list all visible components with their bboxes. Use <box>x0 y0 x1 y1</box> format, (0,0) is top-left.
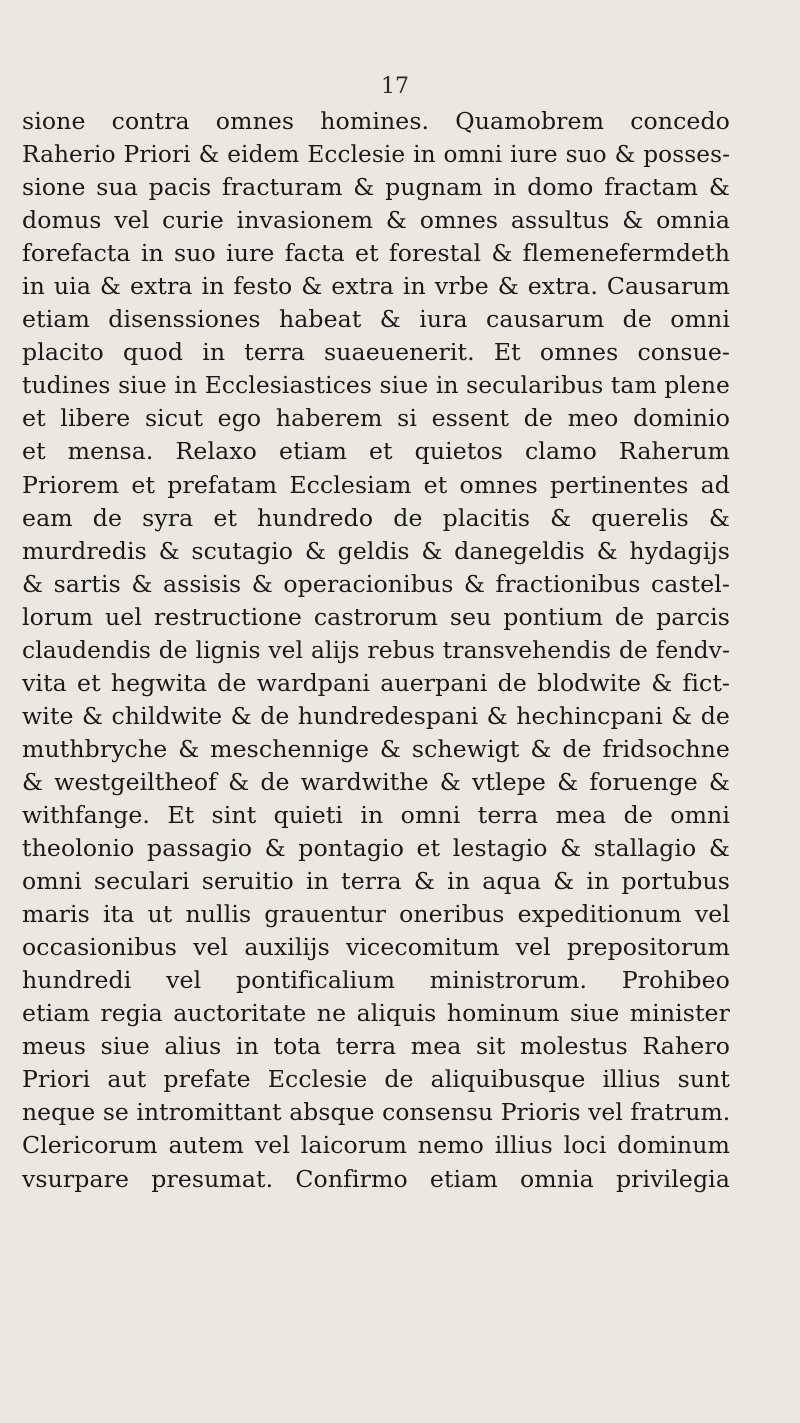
text-line-10: et libere sicut ego haberem si essent de meo dominio <box>22 404 730 433</box>
text-line-7: etiam disenssiones habeat & iura causarum de omni <box>22 305 730 334</box>
text-line-18: vita et hegwita de wardpani auerpani de blodwite & fict- <box>22 668 730 697</box>
text-line-19: wite & childwite & de hundredespani & hechincpani & de <box>22 701 730 730</box>
text-line-2: Raherio Priori & eidem Ecclesie in omni iure suo & posses- <box>22 141 730 169</box>
text-line-22: withfange. Et sint quieti in omni terra mea de omni <box>22 800 730 829</box>
text-line-23: theolonio passagio & pontagio et lestagio & stallagio & <box>22 834 730 863</box>
text-line-25: maris ita ut nullis grauentur oneribus expeditionum vel <box>22 900 730 929</box>
text-line-8: placito quod in terra suaeuenerit. Et omnes consue- <box>22 338 730 367</box>
text-line-5: forefacta in suo iure facta et forestal & flemenefermdeth <box>22 239 730 268</box>
text-line-20: muthbryche & meschennige & schewigt & de fridsochne <box>22 734 730 763</box>
text-line-27: hundredi vel pontificalium ministrorum. Prohibeo <box>22 966 730 995</box>
text-line-12: Priorem et prefatam Ecclesiam et omnes pertinentes ad <box>22 470 730 499</box>
text-line-14: murdredis & scutagio & geldis & danegeldis & hydagijs <box>22 536 730 565</box>
text-line-28: etiam regia auctoritate ne aliquis hominum siue minister <box>22 999 730 1028</box>
text-line-26: occasionibus vel auxilijs vicecomitum vel prepositorum <box>22 933 730 962</box>
text-line-29: meus siue alius in tota terra mea sit molestus Rahero <box>22 1032 730 1061</box>
text-line-32: Clericorum autem vel laicorum nemo illius loci dominum <box>22 1131 730 1160</box>
page-number: 17 <box>381 74 409 99</box>
text-line-31: neque se intromittant absque consensu Prioris vel fratrum. <box>22 1098 731 1127</box>
text-line-16: lorum uel restructione castrorum seu pontium de parcis <box>22 602 730 631</box>
text-line-6: in uia & extra in festo & extra in vrbe & extra. Causarum <box>22 272 730 301</box>
text-line-13: eam de syra et hundredo de placitis & querelis & <box>22 503 730 532</box>
text-line-1: sione contra omnes homines. Quamobrem concedo <box>22 107 730 135</box>
text-line-17: claudendis de lignis vel alijs rebus transvehendis de fendv- <box>22 635 730 664</box>
text-line-24: omni seculari seruitio in terra & in aqua & in portubus <box>22 867 730 896</box>
text-line-33: vsurpare presumat. Confirmo etiam omnia privilegia <box>22 1164 730 1193</box>
text-line-4: domus vel curie invasionem & omnes assultus & omnia <box>22 206 730 235</box>
text-line-21: & westgeiltheof & de wardwithe & vtlepe & foruenge & <box>22 767 730 796</box>
text-line-11: et mensa. Relaxo etiam et quietos clamo Raherum <box>22 437 730 466</box>
text-line-3: sione sua pacis fracturam & pugnam in domo fractam & <box>22 173 730 202</box>
body-text <box>22 105 730 1196</box>
text-line-9: tudines siue in Ecclesiastices siue in secularibus tam plene <box>22 371 730 400</box>
text-line-15: & sartis & assisis & operacionibus & fractionibus castel- <box>22 569 730 598</box>
text-line-30: Priori aut prefate Ecclesie de aliquibusque illius sunt <box>22 1065 730 1094</box>
